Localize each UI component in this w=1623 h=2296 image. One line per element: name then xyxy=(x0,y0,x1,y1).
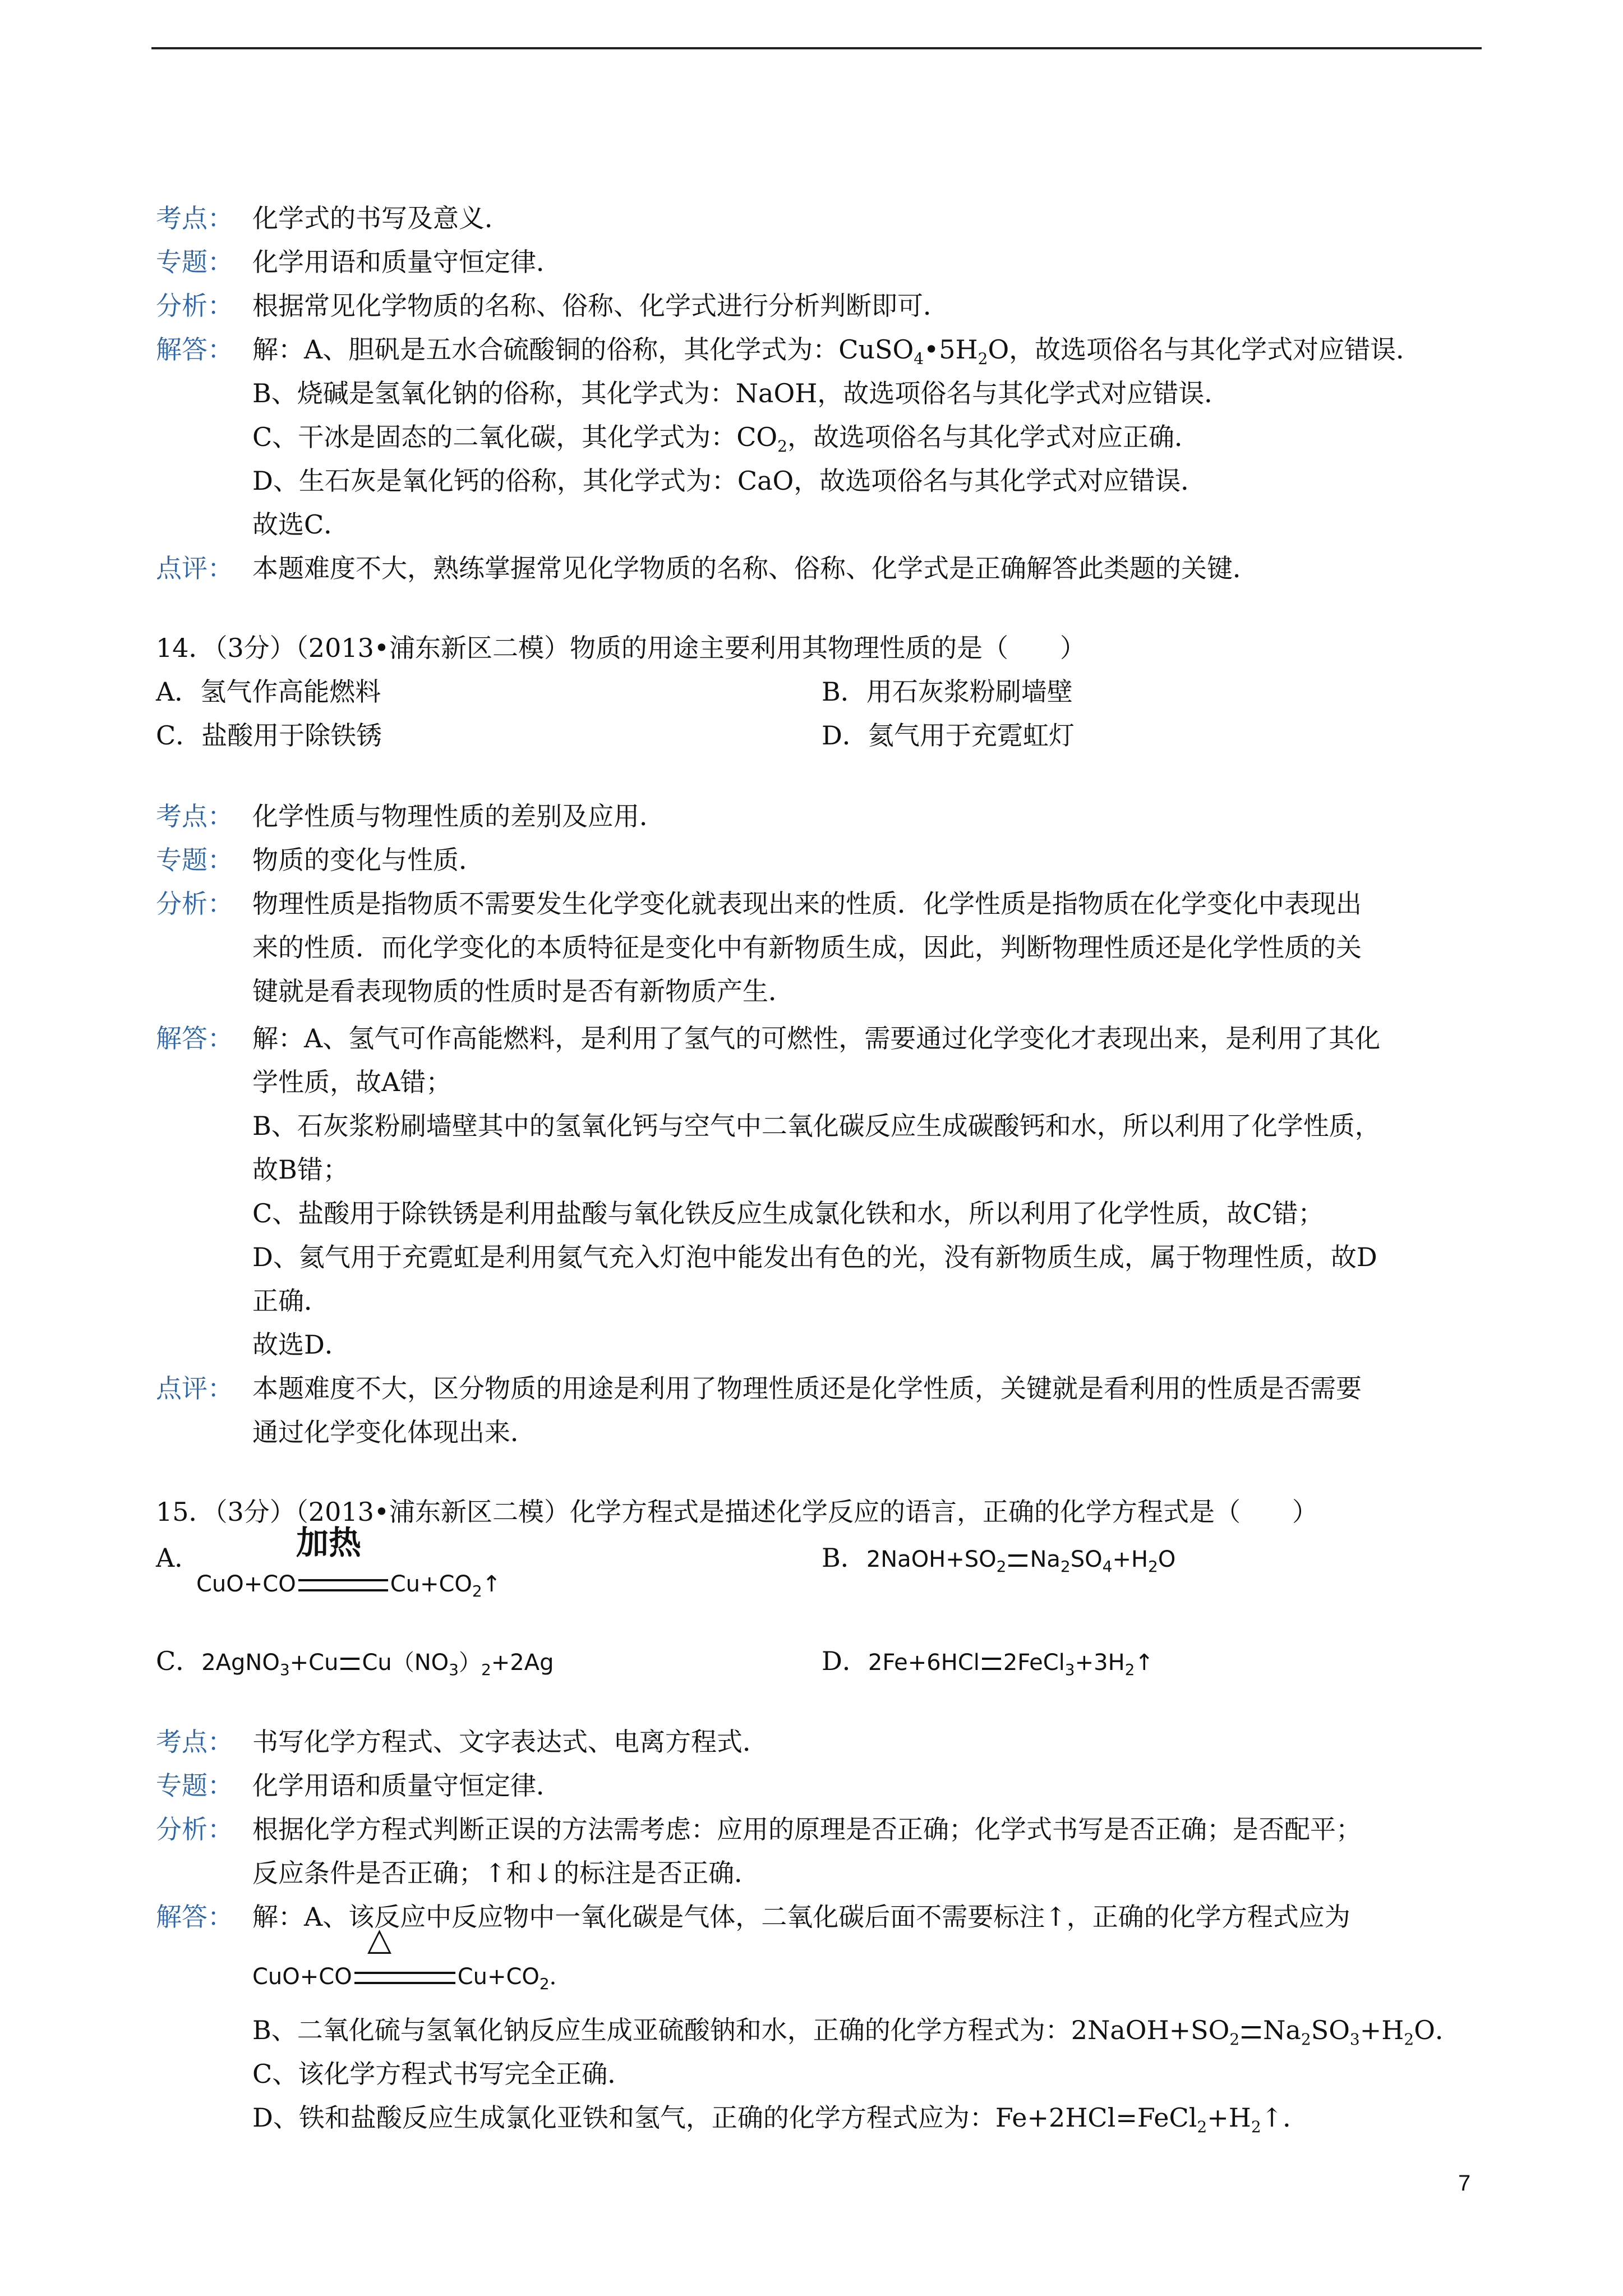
q15-jieda-4: C、该化学方程式书写完全正确． xyxy=(252,2059,634,2089)
q14-kaodian xyxy=(156,794,1479,838)
q15-option-d-sub1: 3 xyxy=(1064,1660,1075,1679)
q15-option-c-sub1: 3 xyxy=(279,1660,290,1679)
q15-jieda-eq-right-sub: 2 xyxy=(539,1975,550,1993)
page-number: 7 xyxy=(1458,2171,1471,2196)
q15-option-a-condition: 加热 xyxy=(296,1524,362,1562)
label-jieda: 解答： xyxy=(156,1902,233,1932)
q15-option-b-sub1: 2 xyxy=(996,1557,1007,1576)
q15-option-b-sub4: 2 xyxy=(1148,1557,1158,1576)
q15-option-d-c: +3H xyxy=(1075,1650,1125,1676)
q14-zhuanti-text: 物质的变化与性质． xyxy=(252,845,485,875)
q15-option-d-label: D． xyxy=(822,1646,868,1676)
b13-jieda-2: B、烧碱是氢氧化钠的俗称，其化学式为：NaOH，故选项俗名与其化学式对应错误． xyxy=(252,378,1230,408)
q15-option-d-eq xyxy=(868,1641,1154,1692)
q14-dianping-2: 通过化学变化体现出来． xyxy=(252,1417,536,1447)
label-dianping: 点评： xyxy=(156,1373,233,1404)
up-arrow-icon: ↑ xyxy=(482,1571,501,1597)
double-line-icon xyxy=(982,1658,1001,1670)
q15-option-c-b: +Cu xyxy=(289,1650,339,1676)
q15-jieda-5-sub2: 2 xyxy=(1251,2118,1261,2137)
b13-fenxi xyxy=(156,284,1479,328)
q14-fenxi-3: 键就是看表现物质的性质时是否有新物质产生． xyxy=(252,976,794,1006)
label-kaodian: 考点： xyxy=(156,203,233,233)
q15-option-b-d: +H xyxy=(1112,1547,1149,1572)
q15-jieda-3e: O． xyxy=(1414,2015,1461,2045)
b13-jieda-3b: ，故选项俗名与其化学式对应正确． xyxy=(787,422,1200,452)
b13-jieda-3a: C、干冰是固态的二氧化碳，其化学式为：CO xyxy=(252,422,778,452)
label-fenxi: 分析： xyxy=(156,889,233,919)
q15-option-b-a: 2NaOH+SO xyxy=(866,1547,997,1572)
q15-kaodian xyxy=(156,1720,1479,1764)
q15-option-a-right-sub: 2 xyxy=(472,1582,482,1600)
b13-dianping xyxy=(156,546,1479,590)
q15-option-d-a: 2Fe+6HCl xyxy=(868,1650,980,1676)
double-line-icon xyxy=(340,1658,359,1670)
q15-option-c-sub3: 2 xyxy=(481,1660,491,1679)
b13-jieda-3sub: 2 xyxy=(777,437,787,456)
label-jieda: 解答： xyxy=(156,334,233,365)
q14-dianping-1: 本题难度不大，区分物质的用途是利用了物理性质还是化学性质，关键就是看利用的性质是否需要 xyxy=(252,1373,1362,1404)
double-line-icon xyxy=(1008,1554,1027,1567)
q15-option-b-e: O xyxy=(1158,1547,1176,1572)
q15-jieda-5b: +H xyxy=(1207,2102,1251,2133)
q14-option-c[interactable]: C．盐酸用于除铁锈 xyxy=(156,720,382,751)
q14-jieda xyxy=(156,1016,1479,1060)
q15-jieda-3c: SO xyxy=(1311,2015,1350,2045)
q14-fenxi-1: 物理性质是指物质不需要发生化学变化就表现出来的性质．化学性质是指物质在化学变化中表现出 xyxy=(252,889,1362,919)
double-line-icon xyxy=(354,1972,455,1984)
b13-jieda-1b: •5H xyxy=(924,334,978,365)
q15-jieda-eq xyxy=(252,1955,572,2006)
q15-option-c-a: 2AgNO xyxy=(201,1650,280,1676)
q15-jieda-1: 解：A、该反应中反应物中一氧化碳是气体，二氧化碳后面不需要标注↑，正确的化学方程式应为 xyxy=(252,1902,1350,1932)
q15-jieda-3-sub1: 2 xyxy=(1229,2030,1240,2049)
q14-option-b[interactable]: B．用石灰浆粉刷墙壁 xyxy=(822,677,1073,707)
q15-fenxi xyxy=(156,1807,1479,1851)
q15-option-a-right: Cu+CO xyxy=(390,1571,472,1597)
q15-option-b-sub3: 4 xyxy=(1102,1557,1113,1576)
q14-jieda-6: D、氦气用于充霓虹是利用氦气充入灯泡中能发出有色的光，没有新物质生成，属于物理性质，故D xyxy=(252,1242,1377,1272)
q14-jieda-7: 正确． xyxy=(252,1286,330,1316)
label-jieda: 解答： xyxy=(156,1023,233,1053)
q15-option-a[interactable] xyxy=(156,1536,200,1580)
q15-jieda-equation xyxy=(252,1953,1481,2006)
q15-option-a-left: CuO+CO xyxy=(196,1571,296,1597)
q15-jieda-5-sub1: 2 xyxy=(1197,2118,1207,2137)
q15-option-b-c: SO xyxy=(1070,1547,1103,1572)
q15-option-c-d: ） xyxy=(458,1650,481,1676)
q15-jieda-5 xyxy=(252,2096,1481,2149)
q15-jieda-eq-end: ． xyxy=(549,1964,572,1990)
q15-option-a-eq xyxy=(196,1562,501,1613)
q15-jieda-5c: ↑． xyxy=(1261,2102,1309,2133)
q14-dianping xyxy=(156,1366,1479,1410)
double-line-icon xyxy=(298,1579,388,1591)
q14-jieda-3: B、石灰浆粉刷墙壁其中的氢氧化钙与空气中二氧化碳反应生成碳酸钙和水，所以利用了化学性质， xyxy=(252,1111,1381,1141)
label-kaodian: 考点： xyxy=(156,1727,233,1757)
q15-option-a-label: A． xyxy=(156,1543,201,1573)
double-line-icon xyxy=(1242,2026,1261,2039)
b13-jieda-1c: O，故选项俗名与其化学式对应错误． xyxy=(988,334,1422,365)
q15-option-b-sub2: 2 xyxy=(1060,1557,1071,1576)
q15-jieda-eq-left: CuO+CO xyxy=(252,1964,352,1990)
q15-jieda xyxy=(156,1895,1479,1939)
label-fenxi: 分析： xyxy=(156,291,233,321)
q14-option-d[interactable]: D．氦气用于充霓虹灯 xyxy=(822,720,1075,751)
header-rule xyxy=(151,47,1482,49)
q14-fenxi-2: 来的性质．而化学变化的本质特征是变化中有新物质生成，因此，判断物理性质还是化学性质的关 xyxy=(252,932,1362,963)
label-zhuanti: 专题： xyxy=(156,845,233,875)
q15-option-d-b: 2FeCl xyxy=(1003,1650,1065,1676)
q15-option-c[interactable] xyxy=(156,1639,554,1692)
q15-jieda-eq-right: Cu+CO xyxy=(457,1964,540,1990)
b13-dianping-text: 本题难度不大，熟练掌握常见化学物质的名称、俗称、化学式是正确解答此类题的关键． xyxy=(252,553,1258,583)
q15-jieda-3-sub4: 2 xyxy=(1404,2030,1414,2049)
b13-jieda-4: D、生石灰是氧化钙的俗称，其化学式为：CaO，故选项俗名与其化学式对应错误． xyxy=(252,466,1207,496)
q14-jieda-1: 解：A、氢气可作高能燃料，是利用了氢气的可燃性，需要通过化学变化才表现出来，是利用了其化 xyxy=(252,1023,1381,1053)
q15-option-d-sub2: 2 xyxy=(1124,1660,1135,1679)
q15-jieda-3a: B、二氧化硫与氢氧化钠反应生成亚硫酸钠和水，正确的化学方程式为：2NaOH+SO xyxy=(252,2015,1230,2045)
q14-jieda-8: 故选D． xyxy=(252,1329,351,1360)
q15-option-d[interactable] xyxy=(822,1639,1154,1692)
q15-option-c-sub2: 3 xyxy=(449,1660,459,1679)
q15-option-a-equation xyxy=(196,1561,501,1613)
q14-jieda-5: C、盐酸用于除铁锈是利用盐酸与氧化铁反应生成氯化铁和水，所以利用了化学性质，故C错； xyxy=(252,1198,1324,1228)
q15-zhuanti-text: 化学用语和质量守恒定律． xyxy=(252,1770,562,1801)
b13-kaodian-text: 化学式的书写及意义． xyxy=(252,203,510,233)
q14-jieda-2: 学性质，故A错； xyxy=(252,1067,452,1097)
q15-jieda-5a: D、铁和盐酸反应生成氯化亚铁和氢气，正确的化学方程式应为：Fe+2HCl=FeCl xyxy=(252,2102,1197,2133)
q15-option-c-label: C． xyxy=(156,1646,202,1676)
b13-zhuanti xyxy=(156,240,1479,284)
q14-jieda-4: 故B错； xyxy=(252,1154,349,1185)
b13-jieda-1a: 解：A、胆矾是五水合硫酸铜的俗称，其化学式为：CuSO xyxy=(252,334,914,365)
q14-kaodian-text: 化学性质与物理性质的差别及应用． xyxy=(252,801,665,831)
q15-option-b[interactable] xyxy=(822,1536,1175,1589)
label-kaodian: 考点： xyxy=(156,801,233,831)
q14-zhuanti xyxy=(156,838,1479,882)
q15-fenxi-2: 反应条件是否正确；↑和↓的标注是否正确． xyxy=(252,1858,760,1888)
q14-stem: 14．（3分）（2013•浦东新区二模）物质的用途主要利用其物理性质的是（ ） xyxy=(156,633,1086,663)
q15-option-b-eq xyxy=(866,1538,1176,1589)
q15-option-b-b: Na xyxy=(1030,1547,1061,1572)
q14-option-a[interactable]: A．氢气作高能燃料 xyxy=(156,677,381,707)
b13-jieda-1sub2: 2 xyxy=(978,349,988,369)
q15-jieda-3-sub3: 3 xyxy=(1349,2030,1360,2049)
q15-option-c-e: +2Ag xyxy=(491,1650,554,1676)
q15-zhuanti xyxy=(156,1764,1479,1807)
q15-jieda-3-sub2: 2 xyxy=(1301,2030,1311,2049)
b13-fenxi-text: 根据常见化学物质的名称、俗称、化学式进行分析判断即可． xyxy=(252,291,949,321)
q15-jieda-3d: +H xyxy=(1359,2015,1404,2045)
q15-kaodian-text: 书写化学方程式、文字表达式、电离方程式． xyxy=(252,1727,768,1757)
b13-zhuanti-text: 化学用语和质量守恒定律． xyxy=(252,247,562,277)
q14-fenxi xyxy=(156,882,1479,926)
label-zhuanti: 专题： xyxy=(156,247,233,277)
up-arrow-icon: ↑ xyxy=(1135,1650,1154,1676)
b13-jieda-1sub: 4 xyxy=(914,349,924,369)
label-fenxi: 分析： xyxy=(156,1814,233,1844)
q15-fenxi-1: 根据化学方程式判断正误的方法需考虑：应用的原理是否正确；化学式书写是否正确；是否配平； xyxy=(252,1814,1362,1844)
b13-jieda-5: 故选C． xyxy=(252,509,350,540)
b13-kaodian xyxy=(156,196,1479,240)
label-dianping: 点评： xyxy=(156,553,233,583)
q15-jieda-3b: Na xyxy=(1263,2015,1301,2045)
q15-option-b-label: B． xyxy=(822,1543,866,1573)
q15-jieda-eq-condition: △ xyxy=(367,1921,392,1958)
q15-option-c-eq xyxy=(201,1641,554,1692)
label-zhuanti: 专题： xyxy=(156,1770,233,1801)
q15-option-c-c: Cu（NO xyxy=(362,1650,449,1676)
q15-stem: 15．（3分）（2013•浦东新区二模）化学方程式是描述化学反应的语言，正确的化学方程式是（ ） xyxy=(156,1497,1318,1527)
